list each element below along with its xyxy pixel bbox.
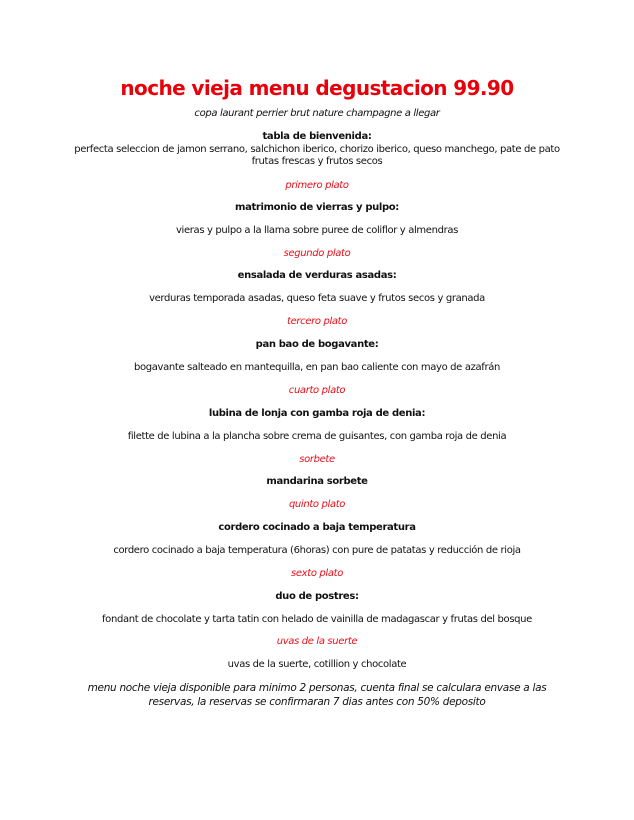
- dish-description: verduras temporada asadas, queso feta suave y frutos secos y granada: [149, 293, 485, 304]
- dish-description: vieras y pulpo a la llama sobre puree de coliflor y almendras: [175, 225, 458, 236]
- dish-name: ensalada de verduras asadas:: [237, 270, 397, 281]
- dish-description: fondant de chocolate y tarta tatin con helado de vainilla de madagascar y frutas del bosque: [102, 614, 532, 625]
- course-label: sexto plato: [291, 568, 343, 579]
- dish-name: duo de postres:: [275, 591, 359, 602]
- dish-name: pan bao de bogavante:: [255, 339, 379, 350]
- course-label: tercero plato: [287, 316, 347, 327]
- course-label: segundo plato: [283, 248, 351, 259]
- dish-description: uvas de la suerte, cotillion y chocolate: [227, 659, 407, 670]
- welcome-heading: tabla de bienvenida:: [262, 131, 372, 142]
- dish-description: filette de lubina a la plancha sobre crema de guisantes, con gamba roja de denia: [127, 431, 507, 442]
- course-label: uvas de la suerte: [276, 636, 358, 647]
- welcome-description-line1: perfecta seleccion de jamon serrano, salchichon iberico, chorizo iberico, queso manchego, pate de pato: [74, 144, 560, 155]
- dish-name: matrimonio de vierras y pulpo:: [235, 202, 399, 213]
- dish-description: bogavante salteado en mantequilla, en pan bao caliente con mayo de azafrán: [134, 362, 500, 373]
- dish-name: lubina de lonja con gamba roja de denia:: [208, 408, 426, 419]
- footer-note-line2: reservas, la reservas se confirmaran 7 dias antes con 50% deposito: [148, 696, 486, 708]
- dish-name: cordero cocinado a baja temperatura: [218, 522, 416, 533]
- course-label: quinto plato: [288, 499, 346, 510]
- footer-note-line1: menu noche vieja disponible para minimo 2 personas, cuenta final se calculara envase a las: [87, 682, 547, 694]
- course-label: primero plato: [285, 180, 349, 191]
- menu-title: noche vieja menu degustacion 99.90: [120, 76, 514, 100]
- dish-description: cordero cocinado a baja temperatura (6horas) con pure de patatas y reducción de rioja: [113, 545, 521, 556]
- course-label: cuarto plato: [288, 385, 346, 396]
- welcome-drink: copa laurant perrier brut nature champagne a llegar: [194, 108, 440, 119]
- course-label: sorbete: [299, 454, 335, 465]
- dish-name: mandarina sorbete: [266, 476, 368, 487]
- welcome-description-line2: frutas frescas y frutos secos: [251, 156, 383, 167]
